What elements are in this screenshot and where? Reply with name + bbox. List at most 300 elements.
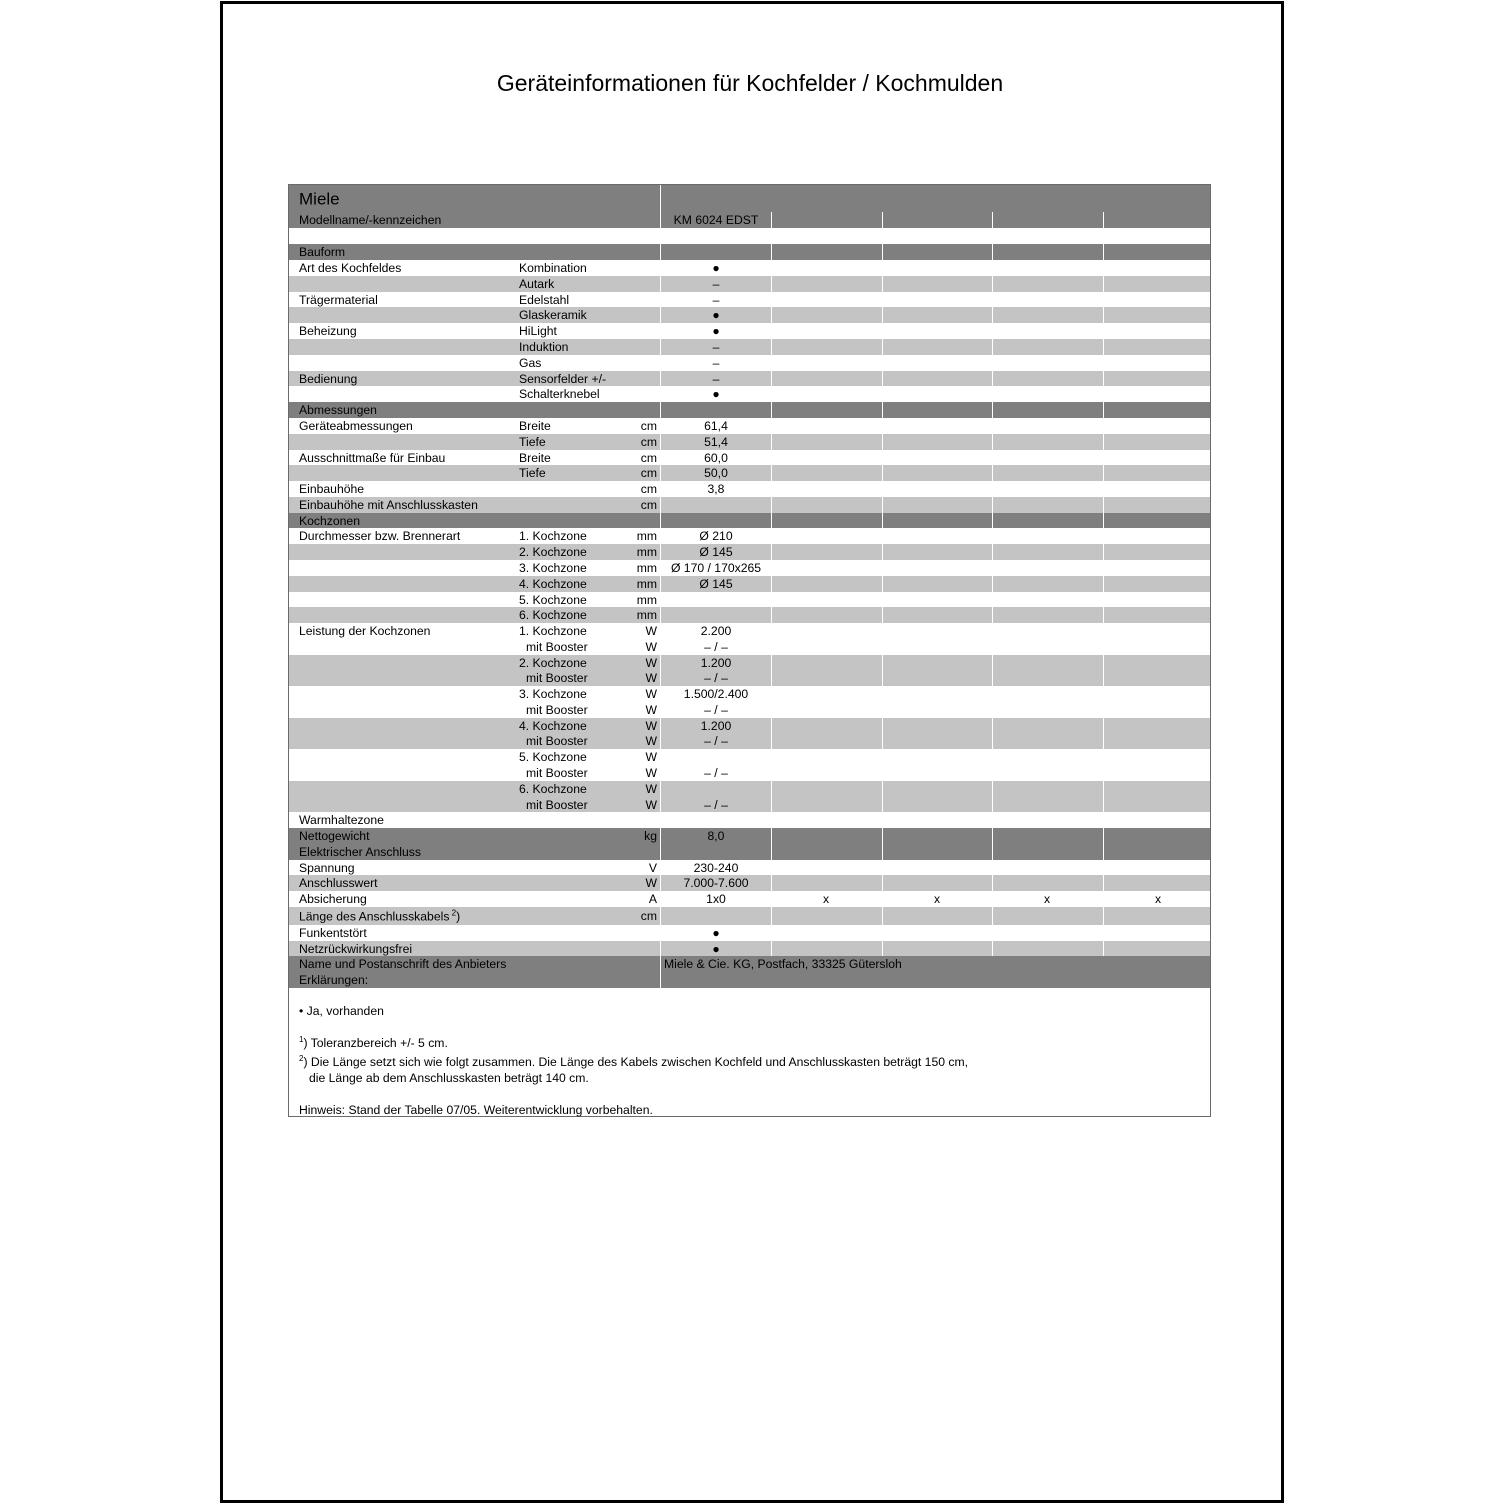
footnote-text: ) Die Länge setzt sich wie folgt zusammen. Die Länge des Kabels zwischen Kochfeld und Anschlusskasten beträgt 150 cm, [303, 1055, 969, 1070]
column-divider [771, 544, 772, 560]
column-divider [1103, 941, 1104, 957]
column-divider [992, 844, 993, 860]
page-title: Geräteinformationen für Kochfelder / Kochmulden [496, 70, 1004, 96]
column-divider [660, 513, 661, 529]
table-row-kabel [289, 907, 1210, 925]
column-divider [882, 497, 883, 513]
column-divider [771, 465, 772, 481]
column-divider [1103, 465, 1104, 481]
table-row-brand [289, 185, 1210, 212]
row-unit: cm [640, 418, 657, 433]
table-row-bedienung [289, 371, 1210, 387]
row-value: Miele & Cie. KG, Postfach, 33325 Gütersloh [664, 956, 902, 971]
row-sublabel: Sensorfelder +/- [519, 371, 607, 386]
table-row-autark [289, 276, 1210, 292]
row-sublabel: mit Booster [526, 702, 588, 717]
row-sublabel: Autark [519, 276, 555, 291]
row-value: – / – [704, 639, 728, 654]
table-row-gas [289, 355, 1210, 371]
row-label: Spannung [299, 860, 355, 875]
row-value: 1x0 [706, 891, 726, 906]
row-sublabel: 4. Kochzone [519, 576, 587, 591]
column-divider [771, 828, 772, 844]
table-row-l6 [289, 781, 1210, 797]
column-divider [1103, 655, 1104, 671]
row-sublabel: 5. Kochzone [519, 592, 587, 607]
row-sublabel: mit Booster [526, 639, 588, 654]
row-unit: W [645, 781, 657, 796]
column-divider [1103, 733, 1104, 749]
row-sublabel: 6. Kochzone [519, 781, 587, 796]
row-value: – [712, 276, 720, 291]
brand-name: Miele [299, 189, 340, 208]
column-divider [882, 465, 883, 481]
column-divider [660, 497, 661, 513]
table-row-model [289, 212, 1210, 228]
row-unit: W [645, 797, 657, 812]
row-sublabel: Induktion [519, 339, 569, 354]
row-sublabel: 1. Kochzone [519, 528, 587, 543]
column-divider [771, 371, 772, 387]
row-value: Ø 145 [699, 544, 733, 559]
spec-table [288, 184, 1211, 1117]
table-row-aus_t [289, 465, 1210, 481]
column-divider [1103, 718, 1104, 734]
column-divider [992, 733, 993, 749]
row-value: Ø 170 / 170x265 [670, 560, 762, 575]
table-row-netz [289, 941, 1210, 957]
table-row-l4 [289, 718, 1210, 734]
row-sublabel: HiLight [519, 323, 557, 338]
paren: ) [456, 909, 461, 924]
row-value: – [712, 371, 720, 386]
column-divider [1103, 371, 1104, 387]
column-divider [992, 497, 993, 513]
row-value: ● [712, 925, 720, 940]
row-value: Ø 145 [699, 576, 733, 591]
table-row-funk [289, 925, 1210, 941]
footnote-text: • Ja, vorhanden [299, 1004, 384, 1018]
column-divider [1103, 402, 1104, 418]
table-row-l4b [289, 733, 1210, 749]
row-label: Einbauhöhe [299, 481, 365, 496]
row-value: Ø 210 [699, 528, 733, 543]
row-label: Art des Kochfeldes [299, 260, 402, 275]
section-header: Elektrischer Anschluss [299, 844, 421, 859]
section-header: Bauform [299, 244, 346, 259]
row-value: 61,4 [704, 418, 728, 433]
row-unit: V [648, 860, 657, 875]
column-divider [1103, 828, 1104, 844]
table-row-l3b [289, 702, 1210, 718]
table-row-induktion [289, 339, 1210, 355]
row-value: – [712, 355, 720, 370]
column-divider [660, 844, 661, 860]
legend-ja [299, 1004, 384, 1018]
row-unit: W [645, 749, 657, 764]
table-row-erkl [289, 972, 1210, 988]
column-divider [771, 907, 772, 925]
row-unit: cm [640, 481, 657, 496]
column-divider [1103, 212, 1104, 228]
column-divider [1103, 276, 1104, 292]
row-sublabel: 3. Kochzone [519, 560, 587, 575]
table-row-l1b [289, 639, 1210, 655]
row-sublabel: Breite [519, 418, 551, 433]
table-row-absich [289, 891, 1210, 907]
table-row-traeger [289, 292, 1210, 308]
table-row-d5 [289, 592, 1210, 608]
column-divider [992, 607, 993, 623]
table-row-glas [289, 307, 1210, 323]
row-value: ● [712, 260, 720, 275]
row-sublabel: Glaskeramik [519, 307, 587, 322]
row-sublabel: 6. Kochzone [519, 607, 587, 622]
table-row-einbau_k [289, 497, 1210, 513]
row-sublabel: Breite [519, 450, 551, 465]
row-unit: mm [636, 592, 657, 607]
row-sublabel: 5. Kochzone [519, 749, 587, 764]
row-label: Trägermaterial [299, 292, 378, 307]
column-divider [771, 607, 772, 623]
footnote-text: ) Toleranzbereich +/- 5 cm. [303, 1036, 448, 1051]
column-divider [992, 544, 993, 560]
column-divider [771, 844, 772, 860]
column-divider [882, 307, 883, 323]
column-divider [992, 655, 993, 671]
row-unit: W [645, 718, 657, 733]
row-value: 3,8 [707, 481, 725, 496]
row-unit: kg [644, 828, 657, 843]
row-unit: cm [640, 450, 657, 465]
row-label: Erklärungen: [299, 972, 369, 987]
column-divider [992, 402, 993, 418]
footnote-marker: 1 [299, 1035, 304, 1044]
row-value: – [712, 292, 720, 307]
row-unit: cm [640, 434, 657, 449]
row-unit: mm [636, 607, 657, 622]
row-sublabel: 3. Kochzone [519, 686, 587, 701]
row-unit: W [645, 733, 657, 748]
table-row-schalter [289, 386, 1210, 402]
column-divider [660, 607, 661, 623]
model-label: Modellname/-kennzeichen [299, 212, 442, 227]
table-row-name [289, 956, 1210, 972]
column-divider [771, 513, 772, 529]
row-unit: W [645, 639, 657, 654]
column-divider [1103, 797, 1104, 813]
column-divider [771, 276, 772, 292]
row-value: – / – [704, 702, 728, 717]
row-value: 1.200 [700, 718, 732, 733]
row-value: 7.000-7.600 [683, 875, 749, 890]
row-value: ● [712, 307, 720, 322]
table-row-elektrisch [289, 844, 1210, 860]
column-divider [992, 670, 993, 686]
row-label: Name und Postanschrift des Anbieters [299, 956, 507, 971]
column-divider [882, 607, 883, 623]
column-divider [1103, 513, 1104, 529]
row-value: – / – [704, 765, 728, 780]
row-label: Durchmesser bzw. Brennerart [299, 528, 461, 543]
model-value: KM 6024 EDST [673, 212, 759, 227]
column-divider [771, 576, 772, 592]
footnote-text: Hinweis: Stand der Tabelle 07/05. Weiterentwicklung vorbehalten. [299, 1103, 653, 1117]
row-value: 230-240 [693, 860, 739, 875]
column-divider [771, 402, 772, 418]
row-unit: W [645, 765, 657, 780]
column-divider [660, 907, 661, 925]
section-header: Kochzonen [299, 513, 360, 528]
table-row-geraet_b [289, 418, 1210, 434]
column-divider [992, 875, 993, 891]
row-sublabel: Gas [519, 355, 542, 370]
column-divider [882, 339, 883, 355]
column-divider [1103, 907, 1104, 925]
column-divider [882, 655, 883, 671]
row-label: Ausschnittmaße für Einbau [299, 450, 446, 465]
row-label: Netzrückwirkungsfrei [299, 941, 413, 956]
row-value: – / – [704, 733, 728, 748]
column-divider [771, 781, 772, 797]
row-sublabel: Edelstahl [519, 292, 570, 307]
column-divider [1103, 670, 1104, 686]
column-divider [771, 797, 772, 813]
row-value: 60,0 [704, 450, 728, 465]
column-divider [992, 576, 993, 592]
table-row-anschluss [289, 875, 1210, 891]
row-unit: W [645, 702, 657, 717]
column-divider [882, 718, 883, 734]
footnote-1 [299, 1035, 448, 1050]
table-row-abmessungen [289, 402, 1210, 418]
column-divider [882, 434, 883, 450]
row-value: ● [712, 386, 720, 401]
column-divider [882, 402, 883, 418]
row-extra-value: x [933, 891, 941, 906]
column-divider [882, 797, 883, 813]
footnote-marker: 2 [449, 908, 457, 918]
column-divider [771, 434, 772, 450]
table-row-l6b [289, 797, 1210, 813]
row-unit: mm [636, 528, 657, 543]
row-label: Funkentstört [299, 925, 367, 940]
table-row-d3 [289, 560, 1210, 576]
column-divider [771, 497, 772, 513]
column-divider [771, 212, 772, 228]
column-divider [1103, 434, 1104, 450]
footnote-marker: 2 [299, 1054, 304, 1063]
row-value: – / – [704, 797, 728, 812]
table-row-netto [289, 828, 1210, 844]
row-label: Anschlusswert [299, 875, 378, 890]
column-divider [992, 907, 993, 925]
row-label: Länge des Anschlusskabels $^2$) [299, 908, 461, 924]
row-unit: W [645, 875, 657, 890]
column-divider [771, 339, 772, 355]
row-value: ● [712, 941, 720, 956]
table-row-d2 [289, 544, 1210, 560]
column-divider [992, 276, 993, 292]
column-divider [882, 513, 883, 529]
column-divider [660, 956, 661, 972]
column-divider [992, 513, 993, 529]
column-divider [660, 972, 661, 988]
table-row-d4 [289, 576, 1210, 592]
row-extra-value: x [1154, 891, 1162, 906]
column-divider [992, 339, 993, 355]
column-divider [1103, 307, 1104, 323]
table-row-aus_b [289, 450, 1210, 466]
column-divider [1103, 576, 1104, 592]
column-divider [1103, 875, 1104, 891]
row-label: Beheizung [299, 323, 357, 338]
row-extra-value: x [822, 891, 830, 906]
row-value: ● [712, 323, 720, 338]
row-unit: mm [636, 560, 657, 575]
column-divider [771, 655, 772, 671]
note-hinweis [299, 1103, 653, 1117]
table-row-d1 [289, 528, 1210, 544]
row-sublabel: Schalterknebel [519, 386, 600, 401]
table-row-l2b [289, 670, 1210, 686]
column-divider [882, 670, 883, 686]
column-divider [1103, 781, 1104, 797]
column-divider [882, 941, 883, 957]
row-value: 2.200 [700, 623, 732, 638]
column-divider [1103, 339, 1104, 355]
row-unit: W [645, 686, 657, 701]
column-divider [660, 402, 661, 418]
row-unit: W [645, 670, 657, 685]
column-divider [771, 733, 772, 749]
row-label: Bedienung [299, 371, 358, 386]
column-divider [992, 828, 993, 844]
table-row-beheizung [289, 323, 1210, 339]
column-divider [1103, 844, 1104, 860]
row-sublabel: mit Booster [526, 765, 588, 780]
row-sublabel: Tiefe [519, 434, 546, 449]
column-divider [992, 718, 993, 734]
row-label: Geräteabmessungen [299, 418, 413, 433]
column-divider [882, 875, 883, 891]
row-value: 8,0 [707, 828, 725, 843]
row-sublabel: 2. Kochzone [519, 544, 587, 559]
column-divider [992, 941, 993, 957]
row-label: Warmhaltezone [299, 812, 384, 827]
column-divider [1103, 244, 1104, 260]
row-unit: W [645, 623, 657, 638]
column-divider [882, 828, 883, 844]
column-divider [660, 244, 661, 260]
row-unit: mm [636, 544, 657, 559]
footnote-2 [299, 1054, 968, 1069]
row-label: Leistung der Kochzonen [299, 623, 431, 638]
column-divider [992, 465, 993, 481]
row-sublabel: mit Booster [526, 670, 588, 685]
row-value: 1.500/2.400 [683, 686, 749, 701]
column-divider [771, 670, 772, 686]
table-row-geraet_t [289, 434, 1210, 450]
footnote-2-cont: die Länge ab dem Anschlusskasten beträgt 140 cm. [309, 1071, 589, 1085]
row-sublabel: 2. Kochzone [519, 655, 587, 670]
column-divider [992, 371, 993, 387]
column-divider [882, 276, 883, 292]
column-divider [882, 212, 883, 228]
table-row-art [289, 260, 1210, 276]
column-divider [882, 544, 883, 560]
table-row-spannung [289, 860, 1210, 876]
table-row-d6 [289, 607, 1210, 623]
row-extra-value: x [1043, 891, 1051, 906]
table-row-blank [289, 228, 1210, 244]
table-row-l1 [289, 623, 1210, 639]
column-divider [882, 844, 883, 860]
column-divider [660, 185, 661, 212]
row-sublabel: 1. Kochzone [519, 623, 587, 638]
table-row-einbau [289, 481, 1210, 497]
row-unit: cm [640, 465, 657, 480]
column-divider [992, 434, 993, 450]
row-sublabel: mit Booster [526, 797, 588, 812]
column-divider [992, 212, 993, 228]
table-row-bauform [289, 244, 1210, 260]
column-divider [992, 781, 993, 797]
column-divider [992, 797, 993, 813]
table-row-l5b [289, 765, 1210, 781]
row-sublabel: Kombination [519, 260, 587, 275]
row-unit: cm [640, 497, 657, 512]
row-unit: cm [640, 908, 657, 923]
row-value: 1.200 [700, 655, 732, 670]
column-divider [771, 718, 772, 734]
row-label: Einbauhöhe mit Anschlusskasten [299, 497, 478, 512]
table-row-l2 [289, 655, 1210, 671]
column-divider [1103, 544, 1104, 560]
row-value: – / – [704, 670, 728, 685]
row-label: Nettogewicht [299, 828, 370, 843]
row-value: – [712, 339, 720, 354]
section-header: Abmessungen [299, 402, 377, 417]
row-label: Absicherung [299, 891, 367, 906]
row-unit: A [648, 891, 657, 906]
row-value: 50,0 [704, 465, 728, 480]
table-row-l3 [289, 686, 1210, 702]
column-divider [882, 733, 883, 749]
column-divider [771, 875, 772, 891]
column-divider [882, 371, 883, 387]
column-divider [771, 307, 772, 323]
column-divider [992, 244, 993, 260]
table-row-l5 [289, 749, 1210, 765]
column-divider [660, 781, 661, 797]
column-divider [992, 307, 993, 323]
column-divider [882, 781, 883, 797]
column-divider [882, 244, 883, 260]
row-unit: W [645, 655, 657, 670]
row-sublabel: mit Booster [526, 733, 588, 748]
table-row-warm [289, 812, 1210, 828]
column-divider [771, 941, 772, 957]
row-sublabel: 4. Kochzone [519, 718, 587, 733]
row-sublabel: Tiefe [519, 465, 546, 480]
column-divider [882, 576, 883, 592]
column-divider [882, 907, 883, 925]
column-divider [771, 244, 772, 260]
table-row-kochzonen [289, 513, 1210, 529]
column-divider [1103, 607, 1104, 623]
row-value: 51,4 [704, 434, 728, 449]
